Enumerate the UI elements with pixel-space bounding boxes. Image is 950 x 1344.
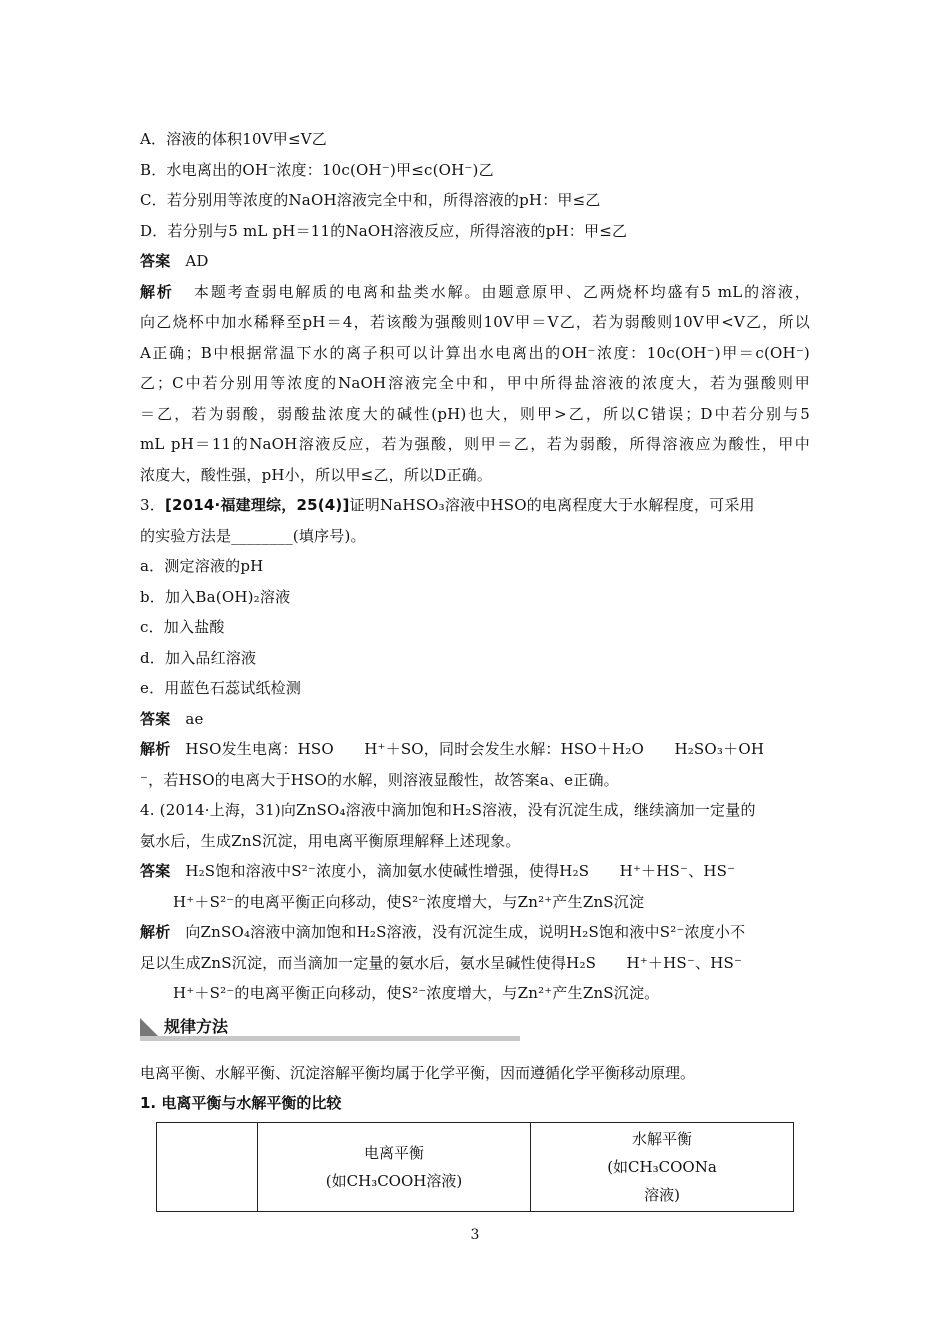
table-cell-text: 电离平衡	[363, 1144, 424, 1162]
text-line: H⁺＋S²⁻的电离平衡正向移动，使S²⁻浓度增大，与Zn²⁺产生ZnS沉淀。	[173, 984, 660, 1002]
option-d: D．若分别与5 mL pH＝11的NaOH溶液反应，所得溶液的pH：甲≤乙	[140, 221, 628, 240]
answer-label: 答案	[140, 252, 171, 270]
option-e: e．用蓝色石蕊试纸检测	[140, 679, 302, 697]
text-line: mL pH＝11的NaOH溶液反应，若为强酸，则甲＝乙，若为弱酸，所得溶液应为酸性，甲中	[140, 435, 810, 453]
option-c: C．若分别用等浓度的NaOH溶液完全中和，所得溶液的pH：甲≤乙	[140, 191, 601, 209]
text-line: 乙；C中若分别用等浓度的NaOH溶液完全中和，甲中所得盐溶液的浓度大，若为强酸则甲	[140, 374, 810, 392]
analysis-text: 向ZnSO₄溶液中滴加饱和H₂S溶液，没有沉淀生成，说明H₂S饱和液中S²⁻浓度小不	[185, 923, 746, 941]
question-4: 4. (2014·上海，31)向ZnSO₄溶液中滴加饱和H₂S溶液，没有沉淀生成，继续滴加一定量的	[140, 801, 756, 819]
answer-text: ae	[185, 709, 204, 728]
answer-line	[140, 246, 810, 277]
section-title: 规律方法	[164, 1017, 229, 1036]
text-line: 浓度大，酸性强，pH小，所以甲≤乙，所以D正确。	[140, 465, 493, 484]
text-line: 足以生成ZnS沉淀，而当滴加一定量的氨水后，氨水呈碱性使得H₂S H⁺＋HS⁻、HS⁻	[140, 953, 743, 972]
option-c: c．加入盐酸	[140, 618, 225, 636]
table-cell-text: (如CH₃COONa	[607, 1158, 717, 1176]
answer-text: AD	[185, 252, 209, 270]
answer-label: 答案	[140, 709, 171, 728]
table-cell-empty	[157, 1123, 258, 1212]
question-number: 3．	[140, 496, 165, 514]
table-row	[157, 1123, 794, 1212]
answer-label: 答案	[140, 862, 171, 880]
answer-text: H₂S饱和溶液中S²⁻浓度小，滴加氨水使碱性增强，使得H₂S H⁺＋HS⁻、HS⁻	[185, 862, 736, 880]
page-number: 3	[470, 1227, 480, 1243]
option-b: b．加入Ba(OH)₂溶液	[140, 587, 291, 606]
section-intro: 电离平衡、水解平衡、沉淀溶解平衡均属于化学平衡，因而遵循化学平衡移动原理。	[140, 1064, 696, 1082]
text-line: 向乙烧杯中加水稀释至pH＝4，若该酸为强酸则10V甲＝V乙，若为弱酸则10V甲<V乙，所以	[140, 313, 810, 331]
analysis-text: 本题考查弱电解质的电离和盐类水解。由题意原甲、乙两烧杯均盛有5 mL的溶液，	[193, 282, 811, 301]
subheading: 1. 电离平衡与水解平衡的比较	[140, 1094, 342, 1112]
option-a: a．测定溶液的pH	[140, 557, 264, 575]
text-line: A正确；B中根据常温下水的离子积可以计算出水电离出的OH⁻浓度：10c(OH⁻)甲＝c(OH⁻)	[140, 343, 810, 362]
analysis-line	[140, 277, 810, 308]
table-cell-text: (如CH₃COOH溶液)	[325, 1172, 463, 1190]
question-text: 证明NaHSO₃溶液中HSO的电离程度大于水解程度，可采用	[349, 496, 755, 514]
section-header	[140, 1014, 520, 1044]
document-body	[140, 124, 810, 1009]
comparison-table	[156, 1122, 794, 1212]
table-cell-hydrolysis	[531, 1123, 794, 1212]
question-source: [2014·福建理综，25(4)]	[164, 496, 350, 514]
table-cell-text: 水解平衡	[631, 1130, 692, 1148]
text-line: H⁺＋S²⁻的电离平衡正向移动，使S²⁻浓度增大，与Zn²⁺产生ZnS沉淀	[173, 892, 645, 911]
analysis-label: 解析	[140, 740, 171, 758]
text-line: 氨水后，生成ZnS沉淀，用电离平衡原理解释上述现象。	[140, 831, 521, 850]
text-line: ⁻，若HSO的电离大于HSO的水解，则溶液显酸性，故答案a、e正确。	[140, 770, 619, 789]
corner-triangle-icon	[140, 1018, 158, 1036]
answer-line	[140, 856, 810, 887]
answer-line	[140, 704, 810, 735]
analysis-label: 解析	[140, 282, 174, 301]
option-b: B．水电离出的OH⁻浓度：10c(OH⁻)甲≤c(OH⁻)乙	[140, 160, 494, 179]
question-3	[140, 490, 810, 521]
table-cell-ionization	[258, 1123, 531, 1212]
analysis-line	[140, 734, 810, 765]
text-line: ＝乙，若为弱酸，弱酸盐浓度大的碱性(pH)也大，则甲>乙，所以C错误；D中若分别与5	[140, 404, 810, 423]
text-line: 的实验方法是________(填序号)。	[140, 526, 366, 545]
analysis-label: 解析	[140, 923, 171, 941]
analysis-line	[140, 917, 810, 948]
analysis-text: HSO发生电离：HSO H⁺＋SO，同时会发生水解：HSO＋H₂O H₂SO₃＋OH	[185, 740, 765, 758]
option-a: A．溶液的体积10V甲≤V乙	[140, 130, 327, 148]
option-d: d．加入品红溶液	[140, 648, 257, 667]
table-cell-text: 溶液)	[644, 1186, 680, 1204]
